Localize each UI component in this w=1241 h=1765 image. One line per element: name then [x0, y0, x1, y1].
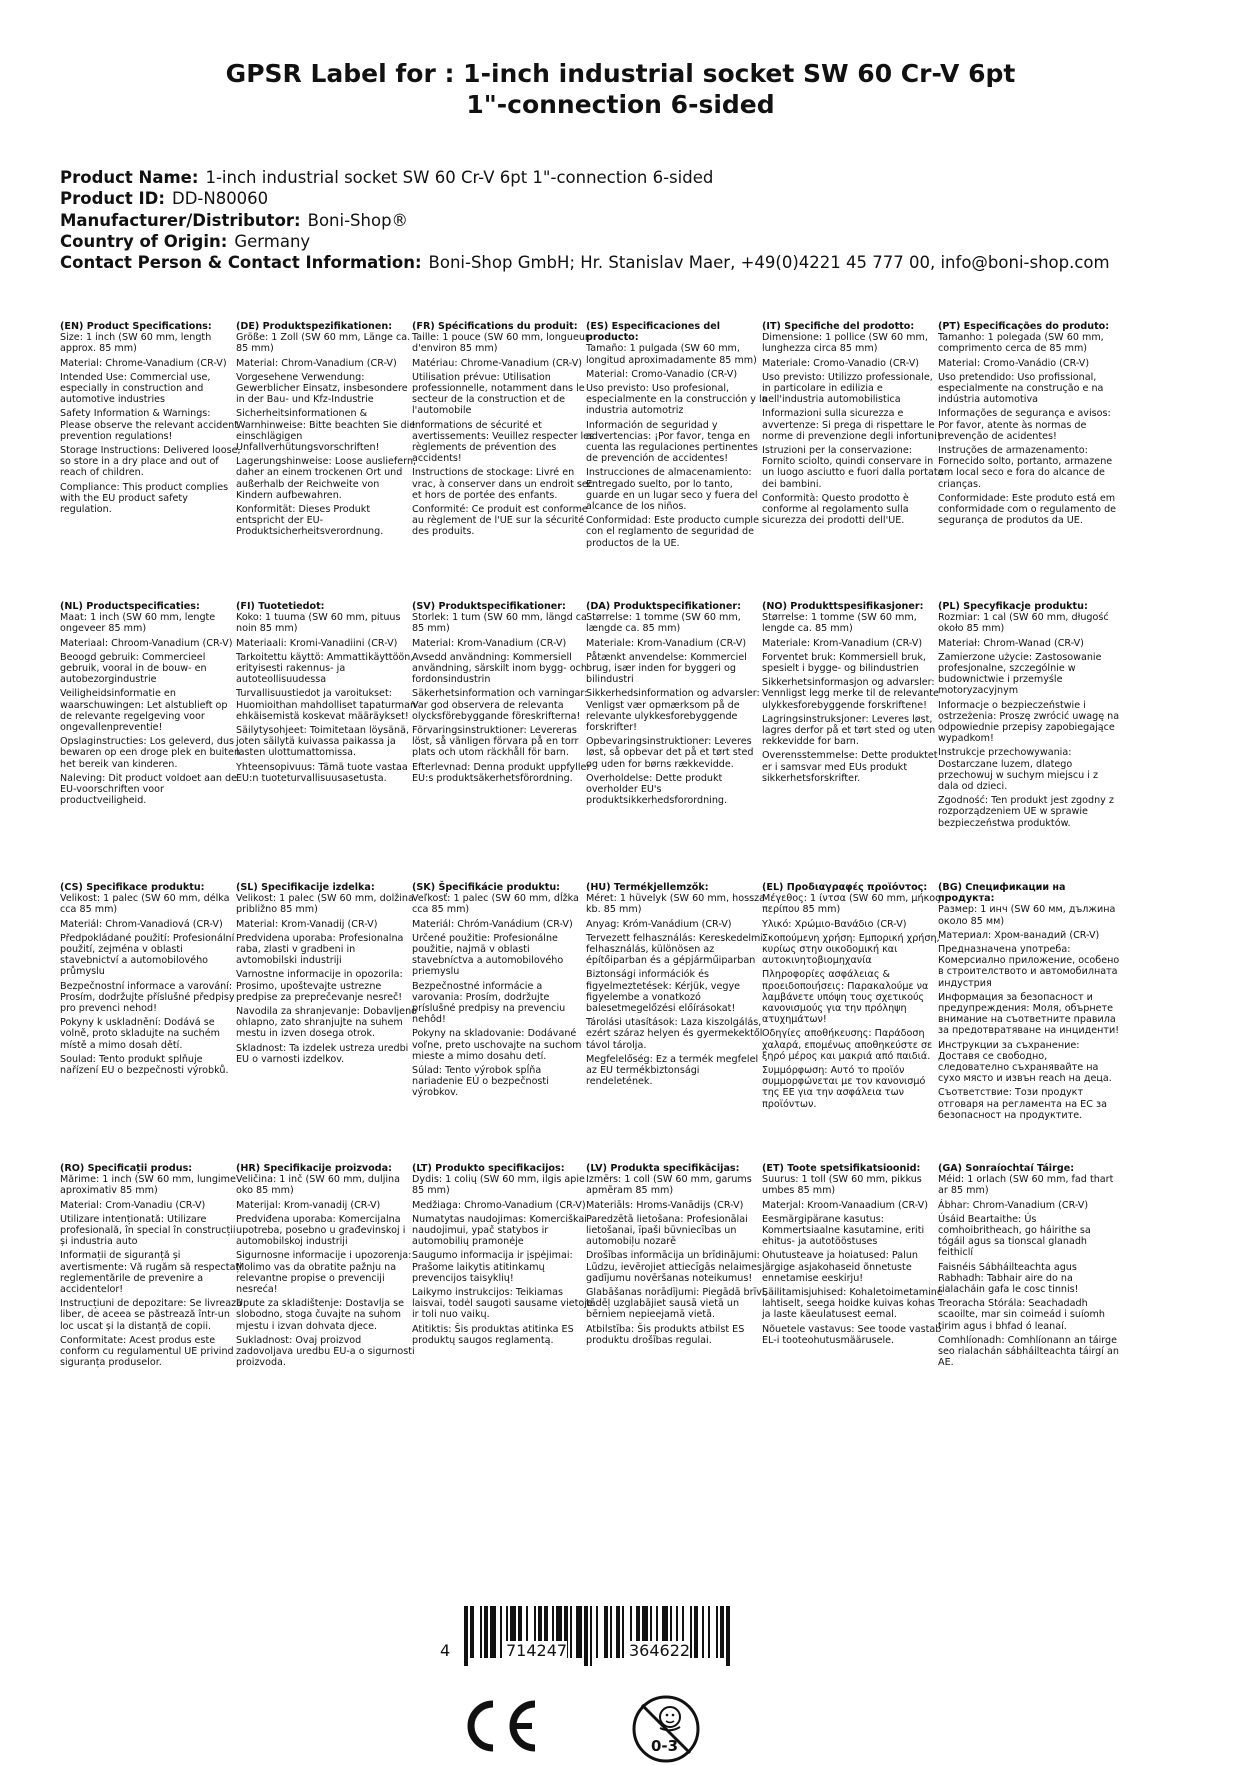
- spec-heading: (LV) Produkta specifikācijas:: [586, 1163, 740, 1174]
- spec-paragraph: Atbilstība: Šis produkts atbilst ES produktu drošības regulai.: [586, 1323, 745, 1346]
- spec-paragraph: Paredzētā lietošana: Profesionālai lietošanai, īpaši būvniecības un automobiļu nozarē: [586, 1213, 748, 1248]
- barcode-bar: [694, 1606, 698, 1658]
- spec-paragraph: Materiāls: Hroms-Vanādijs (CR-V): [586, 1199, 744, 1211]
- spec-heading: (NL) Productspecificaties:: [60, 601, 200, 612]
- spec-paragraph: Taille: 1 pouce (SW 60 mm, longueur d'environ 85 mm): [412, 332, 589, 355]
- spec-paragraph: Instrucțiuni de depozitare: Se livrează liber, de aceea se păstrează într-un loc uscat și la distanță de copii.: [60, 1298, 243, 1332]
- spec-paragraph: Lagerungshinweise: Loose ausliefern, daher an einem trockenen Ort und außerhalb der Reichweite von Kindern aufbewahren.: [236, 456, 417, 501]
- spec-paragraph: Size: 1 inch (SW 60 mm, length approx. 85 mm): [60, 332, 212, 355]
- spec-paragraph: Material: Crom-Vanadiu (CR-V): [60, 1199, 206, 1211]
- spec-paragraph: Beoogd gebruik: Commercieel gebruik, vooral in de bouw- en autobezorgindustrie: [60, 651, 207, 686]
- spec-paragraph: Opslaginstructies: Los geleverd, dus bewaren op een droge plek en buiten het bereik van kinderen.: [60, 736, 241, 770]
- spec-paragraph: Material: Chrom-Vanadium (CR-V): [236, 357, 397, 369]
- spec-block-es: [586, 321, 768, 552]
- age-range-text: 0-3: [651, 1737, 679, 1755]
- spec-block-en: [60, 321, 242, 518]
- spec-paragraph: Sikkerhedsinformation og advarsler: Venligst vær opmærksom på de relevante ulykkesforebyggende forskrifter!: [586, 688, 760, 734]
- spec-paragraph: Veličina: 1 inč (SW 60 mm, duljina oko 85 mm): [236, 1174, 400, 1197]
- spec-paragraph: Storage Instructions: Delivered loose, so store in a dry place and out of reach of children.: [60, 445, 241, 479]
- spec-paragraph: Úsáid Beartaithe: Ús comhoibritheach, go háirithe sa tógáil agus sa tionscal glanadh feithiclí: [938, 1213, 1091, 1259]
- barcode-bar: [500, 1606, 502, 1658]
- spec-paragraph: Predviđena uporaba: Komercijalna upotreba, posebno u građevinskoj i automobilskoj industriji: [236, 1213, 406, 1248]
- spec-paragraph: Mărime: 1 inch (SW 60 mm, lungime aproximativ 85 mm): [60, 1174, 236, 1197]
- product-id-value: DD-N80060: [171, 189, 269, 209]
- spec-paragraph: Upute za skladištenje: Dostavlja se slobodno, stoga čuvajte na suhom mjestu i izvan dohvata djece.: [236, 1298, 405, 1332]
- barcode-first-digit: 4: [440, 1641, 451, 1660]
- spec-heading: (LT) Produkto specifikacijos:: [412, 1163, 565, 1174]
- barcode-bar: [622, 1606, 624, 1658]
- barcode-bar: [596, 1606, 598, 1658]
- spec-block-sl: [236, 882, 418, 1068]
- manufacturer-label: Manufacturer/Distributor:: [60, 210, 301, 230]
- spec-paragraph: Dimensione: 1 pollice (SW 60 mm, lunghezza circa 85 mm): [762, 332, 928, 355]
- spec-paragraph: Skladnost: Ta izdelek ustreza uredbi EU o varnosti izdelkov.: [236, 1042, 409, 1065]
- barcode-bar: [716, 1606, 718, 1658]
- spec-heading: (IT) Specifiche del prodotto:: [762, 321, 915, 332]
- label-title-line1: GPSR Label for : 1-inch industrial socket SW 60 Cr-V 6pt: [225, 59, 1016, 88]
- spec-paragraph: Conformidad: Este producto cumple con el reglamento de seguridad de productos de la UE.: [586, 515, 759, 549]
- spec-paragraph: Istruzioni per la conservazione: Fornito sciolto, quindi conservare in un luogo asciutto e fuori dalla portata dei bambini.: [762, 445, 944, 490]
- spec-paragraph: Treoracha Stórála: Seachadadh scaoilte, mar sin coimeád i suíomh tirim agus i bhfad ó leanaí.: [938, 1298, 1105, 1332]
- spec-heading: (HU) Termékjellemzők:: [586, 882, 709, 893]
- spec-paragraph: Conformità: Questo prodotto è conforme al regolamento sulla sicurezza dei prodotti dell'UE.: [762, 492, 909, 527]
- spec-paragraph: Instrucciones de almacenamiento: Entregado suelto, por lo tanto, guarde en un lugar seco y fuera del alcance de los niños.: [586, 467, 758, 513]
- spec-paragraph: Utilisation prévue: Utilisation professionnelle, notamment dans le secteur de la construction et de l'automobile: [412, 371, 585, 417]
- spec-paragraph: Safety Information & Warnings: Please observe the relevant accident prevention regulations!: [60, 408, 238, 442]
- spec-paragraph: Größe: 1 Zoll (SW 60 mm, Länge ca. 85 mm): [236, 332, 411, 355]
- spec-block-fr: [412, 321, 594, 541]
- spec-paragraph: Materiál: Chrom-Vanadiová (CR-V): [60, 918, 223, 930]
- spec-heading: (PL) Specyfikacje produktu:: [938, 601, 1088, 612]
- barcode-bar: [464, 1606, 468, 1666]
- spec-heading: (FI) Tuotetiedot:: [236, 601, 325, 612]
- spec-paragraph: Sicherheitsinformationen & Warnhinweise: Bitte beachten Sie die einschlägigen Unfallverhütungsvorschriften!: [236, 408, 416, 454]
- barcode-bar: [484, 1606, 488, 1658]
- spec-paragraph: Glabāšanas norādījumi: Piegādā brīvi, tādēļ uzglabājiet sausā vietā un bērniem nepieejamā vietā.: [586, 1287, 768, 1321]
- contact-row: [60, 252, 1200, 273]
- spec-paragraph: Instrukcje przechowywania: Dostarczane luzem, dlatego przechowuj w suchym miejscu i z dala od dzieci.: [938, 747, 1098, 793]
- spec-paragraph: Materiál: Chróm-Vanádium (CR-V): [412, 918, 573, 930]
- spec-paragraph: Rozmiar: 1 cal (SW 60 mm, długość około 85 mm): [938, 612, 1109, 635]
- spec-paragraph: Conformidade: Este produto está em conformidade com o regulamento de segurança de produtos da UE.: [938, 492, 1117, 527]
- spec-heading: (GA) Sonraíochtaí Táirge:: [938, 1163, 1075, 1174]
- spec-paragraph: Materjal: Kroom-Vanaadium (CR-V): [762, 1199, 928, 1211]
- spec-paragraph: Informacje o bezpieczeństwie i ostrzeżenia: Proszę zwrócić uwagę na odpowiednie przepisy zapobiegające wypadkom!: [938, 699, 1120, 745]
- spec-paragraph: Compliance: This product complies with the EU product safety regulation.: [60, 481, 229, 516]
- spec-paragraph: Información de seguridad y advertencias: ¡Por favor, tenga en cuenta las regulaciones pertinentes de prevención de accidentes!: [586, 419, 758, 465]
- product-name-row: [60, 167, 1200, 188]
- spec-block-lt: [412, 1163, 594, 1349]
- barcode-bar: [720, 1606, 724, 1658]
- spec-block-pt: [938, 321, 1120, 529]
- spec-paragraph: Informații de siguranță și avertismente: Vă rugăm să respectați reglementările de prevenire a accidentelor!: [60, 1250, 242, 1296]
- spec-paragraph: Méret: 1 hüvelyk (SW 60 mm, hossza kb. 85 mm): [586, 893, 765, 916]
- spec-paragraph: Informations de sécurité et avertissements: Veuillez respecter les règlements de prévention des accidents!: [412, 419, 595, 465]
- spec-paragraph: Pokyny k uskladnění: Dodává se volně, proto skladujte na suchém místě a mimo dosah dětí.: [60, 1017, 221, 1051]
- spec-paragraph: Numatytas naudojimas: Komerciškai naudojimui, ypač statybos ir automobilių pramonėje: [412, 1213, 587, 1248]
- barcode-bar: [604, 1606, 608, 1658]
- product-id-label: Product ID:: [60, 189, 165, 209]
- spec-heading: (SK) Špecifikácie produktu:: [412, 882, 561, 893]
- spec-paragraph: Saugumo informacija ir įspėjimai: Prašome laikytis atitinkamų prevencijos taisyklių!: [412, 1250, 573, 1284]
- spec-paragraph: Overholdelse: Dette produkt overholder EU's produktsikkerhedsforordning.: [586, 772, 728, 807]
- spec-paragraph: Súlad: Tento výrobok spĺňa nariadenie EÚ o bezpečnosti výrobkov.: [412, 1065, 549, 1099]
- spec-paragraph: Uso previsto: Utilizzo professionale, in particolare in edilizia e nell'industria automobilistica: [762, 371, 933, 406]
- spec-paragraph: Konformität: Dieses Produkt entspricht der EU-Produktsicherheitsverordnung.: [236, 504, 384, 538]
- label-title: [100, 58, 1141, 120]
- spec-block-ga: [938, 1163, 1120, 1371]
- spec-paragraph: Materiaal: Chroom-Vanadium (CR-V): [60, 637, 233, 649]
- spec-paragraph: Storlek: 1 tum (SW 60 mm, längd ca 85 mm): [412, 612, 587, 635]
- barcode-bar: [610, 1606, 612, 1658]
- spec-paragraph: Soulad: Tento produkt splňuje nařízení EU o bezpečnosti výrobků.: [60, 1053, 229, 1077]
- spec-paragraph: Veiligheidsinformatie en waarschuwingen: Let alstublieft op de relevante regelgeving voor ongevallenpreventie!: [60, 688, 228, 734]
- spec-heading: (EN) Product Specifications:: [60, 321, 212, 332]
- spec-paragraph: Tarkoitettu käyttö: Ammattikäyttöön, erityisesti rakennus- ja autoteollisuudessa: [236, 651, 414, 686]
- barcode-bars: [440, 1600, 740, 1692]
- spec-paragraph: Instructions de stockage: Livré en vrac, à conserver dans un endroit sec et hors de portée des enfants.: [412, 467, 594, 501]
- label-title-line2: 1"-connection 6-sided: [466, 90, 775, 119]
- manufacturer-value: Boni-Shop®: [307, 210, 409, 230]
- spec-paragraph: Navodila za shranjevanje: Dobavljeno ohlapno, zato shranjujte na suhem mestu in izven dosega otrok.: [236, 1006, 418, 1040]
- spec-paragraph: Koko: 1 tuuma (SW 60 mm, pituus noin 85 mm): [236, 612, 401, 635]
- spec-paragraph: Material: Cromo-Vanádio (CR-V): [938, 357, 1090, 369]
- spec-paragraph: Tamaño: 1 pulgada (SW 60 mm, longitud aproximadamente 85 mm): [586, 343, 757, 366]
- spec-paragraph: Comhlíonadh: Comhlíonann an táirge seo rialachán sábháilteachta táirgí an AE.: [938, 1334, 1119, 1369]
- spec-paragraph: Drošības informācija un brīdinājumi: Lūdzu, ievērojiet attiecīgās nelaimes gadījumu novēršanas noteikumus!: [586, 1250, 762, 1284]
- spec-paragraph: Ábhar: Chrom-Vanadium (CR-V): [938, 1199, 1089, 1211]
- spec-block-de: [236, 321, 418, 541]
- spec-paragraph: Veľkosť: 1 palec (SW 60 mm, dĺžka cca 85 mm): [412, 893, 579, 916]
- spec-heading: (SV) Produktspecifikationer:: [412, 601, 566, 612]
- ean-barcode: [440, 1600, 740, 1692]
- spec-heading: (ET) Toote spetsifikatsioonid:: [762, 1163, 921, 1174]
- spec-paragraph: Säkerhetsinformation och varningar: Var god observera de relevanta olycksförebyggande föreskrifterna!: [412, 688, 588, 722]
- spec-paragraph: Material: Chrome-Vanadium (CR-V): [60, 357, 227, 369]
- product-name-value: 1-inch industrial socket SW 60 Cr-V 6pt 1"-connection 6-sided: [205, 168, 714, 187]
- spec-paragraph: Zamierzone użycie: Zastosowanie profesjonalne, szczególnie w budownictwie i przemyśle motoryzacyjnym: [938, 651, 1102, 697]
- spec-block-cs: [60, 882, 242, 1079]
- spec-paragraph: Biztonsági információk és figyelmeztetések: Kérjük, vegye figyelembe a vonatkozó balesetmegelőzési előírásokat!: [586, 969, 741, 1015]
- product-info-block: [60, 167, 1200, 273]
- spec-heading: (DA) Produktspecifikationer:: [586, 601, 741, 612]
- spec-paragraph: Materijal: Krom-vanadij (CR-V): [236, 1199, 381, 1211]
- spec-paragraph: Material: Krom-Vanadij (CR-V): [236, 918, 378, 930]
- spec-paragraph: Forventet bruk: Kommersiell bruk, spesielt i bygge- og bilindustrien: [762, 651, 926, 675]
- spec-paragraph: Suurus: 1 toll (SW 60 mm, pikkus umbes 85 mm): [762, 1174, 922, 1197]
- spec-paragraph: Informações de segurança e avisos: Por favor, atente às normas de prevenção de acidentes!: [938, 408, 1111, 442]
- spec-paragraph: Συμμόρφωση: Αυτό το προϊόν συμμορφώνεται με τον κανονισμό της ΕΕ για την ασφάλεια των προϊόντων.: [762, 1065, 926, 1110]
- spec-heading: (CS) Specifikace produktu:: [60, 882, 205, 893]
- spec-paragraph: Sukladnost: Ovaj proizvod zadovoljava uredbu EU-a o sigurnosti proizvoda.: [236, 1334, 415, 1369]
- spec-paragraph: Säilytysohjeet: Toimitetaan löysänä, joten säilytä kuivassa paikassa ja lasten ulottumattomissa.: [236, 725, 410, 759]
- barcode-bar: [570, 1606, 572, 1658]
- spec-paragraph: Conformitate: Acest produs este conform cu regulamentul UE privind siguranța produselor.: [60, 1334, 234, 1369]
- spec-paragraph: Velikost: 1 palec (SW 60 mm, délka cca 85 mm): [60, 893, 230, 916]
- spec-paragraph: Méid: 1 orlach (SW 60 mm, fad thart ar 85 mm): [938, 1174, 1114, 1197]
- spec-block-hu: [586, 882, 768, 1090]
- spec-heading: (HR) Specifikacije proizvoda:: [236, 1163, 392, 1174]
- spec-paragraph: Bezpečnostní informace a varování: Prosím, dodržujte příslušné předpisy pro prevenci nehod!: [60, 980, 235, 1015]
- spec-paragraph: Lagringsinstruksjoner: Leveres løst, lagres derfor på et tørt sted og uten rekkevidde for barn.: [762, 713, 936, 748]
- spec-paragraph: Ohutusteave ja hoiatused: Palun järgige asjakohaseid õnnetuste ennetamise eeskirju!: [762, 1250, 918, 1284]
- spec-paragraph: Instruções de armazenamento: Fornecido solto, portanto, armazene em local seco e fora do alcance de crianças.: [938, 445, 1113, 490]
- country-row: [60, 231, 1200, 252]
- contact-value: Boni-Shop GmbH; Hr. Stanislav Maer, +49(0)4221 45 777 00, info@boni-shop.com: [428, 253, 1110, 273]
- country-label: Country of Origin:: [60, 231, 228, 251]
- spec-paragraph: Πληροφορίες ασφάλειας & προειδοποιήσεις: Παρακαλούμε να λαμβάνετε υπόψη τους σχετικούς κανονισμούς για την πρόληψη ατυχημάτων!: [762, 969, 929, 1026]
- spec-paragraph: Tervezett felhasználás: Kereskedelmi felhasználás, különösen az építőiparban és a gépjárműiparban: [586, 932, 764, 967]
- spec-paragraph: Tárolási utasítások: Laza kiszolgálás, ezért száraz helyen és gyermekektől távol tárolja.: [586, 1017, 763, 1051]
- spec-paragraph: Efterlevnad: Denna produkt uppfyller EU:s produktsäkerhetsförordning.: [412, 761, 591, 784]
- barcode-bar: [584, 1606, 588, 1666]
- barcode-bar: [616, 1606, 620, 1658]
- spec-paragraph: Инструкции за съхранение: Доставя се свободно, следователно съхранявайте на сухо място и извън reach на деца.: [938, 1039, 1112, 1085]
- spec-block-it: [762, 321, 944, 529]
- spec-paragraph: Faisnéis Sábháilteachta agus Rabhadh: Tabhair aire do na rialacháin gafa le cosc tinnis!: [938, 1261, 1079, 1296]
- barcode-group-right: 364622: [629, 1641, 691, 1660]
- spec-paragraph: Bezpečnostné informácie a varovania: Prosím, dodržujte príslušné predpisy na prevenciu nehôd!: [412, 980, 566, 1026]
- spec-paragraph: Avsedd användning: Kommersiell användning, särskilt inom bygg- och fordonsindustrin: [412, 651, 587, 686]
- spec-paragraph: Uso previsto: Uso profesional, especialmente en la construcción y la industria automotriz: [586, 383, 768, 417]
- spec-paragraph: Pokyny na skladovanie: Dodávané voľne, preto uschovajte na suchom mieste a mimo dosahu detí.: [412, 1028, 582, 1062]
- spec-paragraph: Materiale: Krom-Vanadium (CR-V): [762, 637, 923, 649]
- spec-paragraph: Säilitamisjuhised: Kohaletoimetamine lahtiselt, seega hoidke kuivas kohas ja laste käeulatusest eemal.: [762, 1287, 943, 1321]
- barcode-bar: [576, 1606, 582, 1658]
- spec-paragraph: Zgodność: Ten produkt jest zgodny z rozporządzeniem UE w sprawie bezpieczeństwa produktów.: [938, 795, 1114, 829]
- spec-heading: (NO) Produkttspesifikasjoner:: [762, 601, 924, 612]
- spec-paragraph: Sikkerhetsinformasjon og advarsler: Vennligst legg merke til de relevante ulykkesforebyggende forskriftene!: [762, 677, 939, 711]
- spec-paragraph: Förvaringsinstruktioner: Levereras löst, så vänligen förvara på en torr plats och utom räckhåll för barn.: [412, 725, 579, 759]
- spec-paragraph: Medžiaga: Chromo-Vanadium (CR-V): [412, 1199, 586, 1211]
- spec-paragraph: Matériau: Chrome-Vanadium (CR-V): [412, 357, 583, 369]
- barcode-bar: [702, 1606, 704, 1658]
- contact-label: Contact Person & Contact Information:: [60, 253, 422, 273]
- spec-paragraph: Materiał: Chrom-Wanad (CR-V): [938, 637, 1084, 649]
- spec-block-lv: [586, 1163, 768, 1349]
- spec-heading: (SL) Specifikacije izdelka:: [236, 882, 375, 893]
- spec-paragraph: Οδηγίες αποθήκευσης: Παράδοση χαλαρά, επομένως αποθηκεύστε σε ξηρό μέρος και μακριά από παιδιά.: [762, 1028, 933, 1062]
- spec-block-bg: [938, 882, 1120, 1124]
- product-id-row: [60, 188, 1200, 209]
- spec-paragraph: Material: Krom-Vanadium (CR-V): [412, 637, 567, 649]
- barcode-bar: [470, 1606, 474, 1658]
- barcode-bar: [726, 1606, 730, 1666]
- spec-paragraph: Určené použitie: Profesionálne použitie, najmä v oblasti stavebníctva a automobilového priemyslu: [412, 932, 564, 978]
- spec-paragraph: Информация за безопасност и предупреждения: Моля, обърнете внимание на съответните правила за предотвратяване на инциденти!: [938, 991, 1120, 1037]
- spec-block-nl: [60, 601, 242, 809]
- spec-paragraph: Материал: Хром-ванадий (CR-V): [938, 929, 1100, 941]
- spec-paragraph: Megfelelőség: Ez a termék megfelel az EU termékbiztonsági rendeletének.: [586, 1053, 759, 1088]
- spec-paragraph: Laikymo instrukcijos: Teikiamas laisvai, todėl saugoti sausame vietoje ir toli nuo vaikų.: [412, 1287, 593, 1321]
- spec-paragraph: Σκοπούμενη χρήση: Εμπορική χρήση, κυρίως στην οικοδομική και αυτοκινητοβιομηχανία: [762, 932, 940, 967]
- spec-paragraph: Utilizare intenționată: Utilizare profesională, în special în construcții și industria auto: [60, 1213, 236, 1248]
- spec-paragraph: Naleving: Dit product voldoet aan de EU-voorschriften voor productveiligheid.: [60, 772, 237, 807]
- country-value: Germany: [234, 231, 311, 251]
- spec-paragraph: Μέγεθος: 1 ίντσα (SW 60 mm, μήκος περίπου 85 mm): [762, 893, 941, 916]
- spec-heading: (FR) Spécifications du produit:: [412, 321, 578, 332]
- spec-block-fi: [236, 601, 418, 787]
- manufacturer-row: [60, 210, 1200, 231]
- spec-paragraph: Eesmärgipärane kasutus: Kommertsiaalne kasutamine, eriti ehitus- ja autotööstuses: [762, 1213, 925, 1248]
- spec-block-pl: [938, 601, 1120, 832]
- spec-paragraph: Påtænkt anvendelse: Kommerciel brug, især inden for byggeri og bilindustri: [586, 651, 747, 686]
- spec-paragraph: Predvidena uporaba: Profesionalna raba, zlasti v gradbeni in avtomobilski industriji: [236, 932, 404, 967]
- barcode-bar: [690, 1606, 692, 1658]
- spec-paragraph: Размер: 1 инч (SW 60 мм, дължина около 85 мм): [938, 904, 1116, 927]
- spec-block-sv: [412, 601, 594, 787]
- spec-paragraph: Intended Use: Commercial use, especially in construction and automotive industries: [60, 371, 211, 406]
- spec-heading: (PT) Especificações do produto:: [938, 321, 1110, 332]
- spec-paragraph: Vorgesehene Verwendung: Gewerblicher Einsatz, insbesondere in der Bau- und Kfz-Industrie: [236, 371, 408, 406]
- spec-paragraph: Opbevaringsinstruktioner: Leveres løst, så opbevar det på et tørt sted og uden for børns rækkevidde.: [586, 736, 754, 770]
- spec-heading: (EL) Προδιαγραφές προϊόντος:: [762, 882, 928, 893]
- spec-paragraph: Uso pretendido: Uso profissional, especialmente na construção e na indústria automotiva: [938, 371, 1104, 406]
- spec-paragraph: Tamanho: 1 polegada (SW 60 mm, comprimento cerca de 85 mm): [938, 332, 1104, 355]
- spec-paragraph: Conformité: Ce produit est conforme au règlement de l'UE sur la sécurité des produits.: [412, 504, 588, 538]
- spec-block-hr: [236, 1163, 418, 1371]
- spec-paragraph: Materiaali: Kromi-Vanadiini (CR-V): [236, 637, 398, 649]
- spec-heading: (BG) Спецификации на продукта:: [938, 882, 1066, 905]
- spec-block-da: [586, 601, 768, 809]
- spec-paragraph: Maat: 1 inch (SW 60 mm, lengte ongeveer 85 mm): [60, 612, 216, 635]
- spec-paragraph: Nõuetele vastavus: See toode vastab EL-i tooteohutusmäärusele.: [762, 1323, 942, 1346]
- spec-paragraph: Materiale: Cromo-Vanadio (CR-V): [762, 357, 920, 369]
- spec-paragraph: Предназначена употреба: Комерсиално приложение, особено в строителството и автомобилната индустрия: [938, 944, 1120, 989]
- spec-paragraph: Anyag: Króm-Vanádium (CR-V): [586, 918, 732, 930]
- not-for-children-0-3-icon: [630, 1693, 702, 1765]
- ce-mark-icon: [458, 1698, 540, 1754]
- barcode-group-left: 714247: [506, 1641, 568, 1660]
- spec-paragraph: Størrelse: 1 tomme (SW 60 mm, længde ca. 85 mm): [586, 612, 741, 635]
- barcode-bar: [708, 1606, 710, 1658]
- spec-paragraph: Υλικό: Χρώμιο-Βανάδιο (CR-V): [762, 918, 907, 930]
- product-name-label: Product Name:: [60, 168, 199, 187]
- spec-paragraph: Sigurnosne informacije i upozorenja: Molimo vas da obratite pažnju na relevantne propise o prevenciji nesreća!: [236, 1250, 412, 1296]
- spec-block-ro: [60, 1163, 242, 1371]
- spec-paragraph: Dydis: 1 colių (SW 60 mm, ilgis apie 85 mm): [412, 1174, 585, 1197]
- barcode-bar: [480, 1606, 482, 1658]
- spec-block-et: [762, 1163, 944, 1349]
- spec-paragraph: Informazioni sulla sicurezza e avvertenze: Si prega di rispettare le norme di prevenzione degli infortuni!: [762, 408, 941, 442]
- spec-paragraph: Atitiktis: Šis produktas atitinka ES produktų saugos reglamentą.: [412, 1323, 574, 1346]
- barcode-bar: [490, 1606, 496, 1658]
- spec-block-sk: [412, 882, 594, 1102]
- spec-heading: (DE) Produktspezifikationen:: [236, 321, 393, 332]
- spec-block-no: [762, 601, 944, 787]
- spec-paragraph: Varnostne informacije in opozorila: Prosimo, upoštevajte ustrezne predpise za preprečevanje nesreč!: [236, 969, 403, 1003]
- spec-paragraph: Yhteensopivuus: Tämä tuote vastaa EU:n tuoteturvallisuusasetusta.: [236, 761, 408, 784]
- spec-paragraph: Material: Cromo-Vanadio (CR-V): [586, 368, 738, 380]
- spec-paragraph: Izmērs: 1 coll (SW 60 mm, garums apmēram 85 mm): [586, 1174, 752, 1197]
- spec-paragraph: Størrelse: 1 tomme (SW 60 mm, lengde ca. 85 mm): [762, 612, 917, 635]
- spec-paragraph: Overensstemmelse: Dette produktet er i samsvar med EUs produkt sikkerhetsforskrifter.: [762, 750, 938, 784]
- spec-heading: (ES) Especificaciones del producto:: [586, 321, 721, 344]
- barcode-bar: [590, 1606, 592, 1666]
- spec-paragraph: Materiale: Krom-Vanadium (CR-V): [586, 637, 747, 649]
- spec-heading: (RO) Specificații produs:: [60, 1163, 193, 1174]
- spec-paragraph: Předpokládané použití: Profesionální použití, zejména v oblasti stavebnictví a automobilového průmyslu: [60, 932, 235, 978]
- spec-paragraph: Velikost: 1 palec (SW 60 mm, dolžina približno 85 mm): [236, 893, 414, 916]
- spec-block-el: [762, 882, 944, 1113]
- spec-paragraph: Turvallisuustiedot ja varoitukset: Huomioithan mahdolliset tapaturman ehkäisemistä koskevat määräykset!: [236, 688, 417, 722]
- spec-paragraph: Съответствие: Този продукт отговаря на регламента на ЕС за безопасност на продуктите.: [938, 1087, 1107, 1121]
